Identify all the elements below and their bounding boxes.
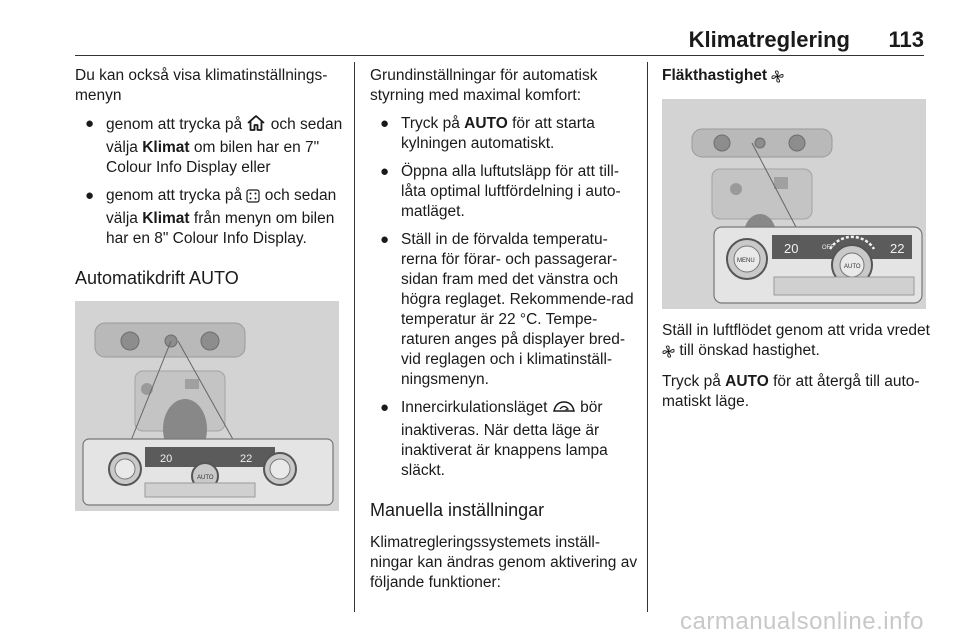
column-divider-1 (354, 62, 355, 612)
column-3 (662, 66, 932, 420)
column-1 (75, 66, 343, 523)
col2-intro: Grundinställningar för automatisk styrning med maximal komfort: (370, 67, 598, 104)
home-icon (246, 114, 266, 138)
bullet-icon: ● (380, 163, 390, 180)
fan-icon (771, 69, 784, 89)
col1-intro: Du kan också visa klimatinställnings-menyn (75, 67, 328, 104)
figure-fan-speed-panel (662, 99, 926, 309)
auto-knob-label: AUTO (844, 264, 861, 270)
fan-icon (662, 344, 675, 364)
bullet-icon: ● (380, 231, 390, 248)
climate-panel-illustration (75, 301, 339, 511)
col3-paragraph-1: Ställ in luftflödet genom att vrida vredet till önskad hastighet. (662, 321, 932, 364)
watermark: carmanualsonline.info (680, 608, 924, 635)
column-2 (370, 66, 638, 601)
col2-outro: Klimatregleringssystemets inställ-ningar kan ändras genom aktivering av följande funktioner: (370, 534, 638, 591)
bullet-icon: ● (380, 115, 390, 132)
col1-bullet-list (75, 114, 343, 249)
auto-knob-label: AUTO (197, 475, 214, 481)
list-item: ● Innercirkulationsläget bör inaktiveras. När detta läge är inaktiverat är knappens lampa släckt. (380, 399, 608, 479)
list-item: ● genom att trycka på och sedan välja Klimat från menyn om bilen har en 8" Colour Info Display. (85, 187, 337, 247)
right-temp-display: 22 (240, 453, 253, 465)
bullet-icon: ● (85, 115, 95, 132)
col3-paragraph-2: Tryck på AUTO för att återgå till auto-matiskt läge. (662, 373, 920, 410)
page-header (0, 0, 960, 60)
figure-auto-climate-panel (75, 301, 339, 511)
list-item: ● Ställ in de förvalda temperatu-rerna för förar- och passagerar-sidan fram med det vänstra och högra reglaget. Rekommende-rad temperatur är 22 °C. Tempe-raturen anges på displayer bred-vid reglagen och i klimatinställ-ningsmenyn. (380, 231, 634, 388)
section-heading-manual: Manuella inställningar (370, 500, 545, 520)
right-temp-display: 22 (890, 241, 905, 256)
list-item: ● genom att trycka på och sedan välja Klimat om bilen har en 7" Colour Info Display eller (85, 115, 343, 176)
page-number: 113 (888, 27, 924, 52)
bullet-icon: ● (85, 187, 95, 204)
fan-panel-illustration (662, 99, 926, 309)
section-heading-auto: Automatikdrift AUTO (75, 268, 239, 288)
col2-bullet-list (370, 114, 638, 481)
subheading-fan-speed: Fläkthastighet (662, 66, 932, 89)
list-item: ● Öppna alla luftutsläpp för att till-låta optimal luftfördelning i auto-matläget. (380, 163, 621, 220)
left-temp-display: 20 (784, 241, 799, 256)
menu-knob-label: MENU (737, 258, 755, 264)
header-rule (75, 55, 924, 56)
grid-icon (246, 189, 260, 209)
list-item: ● Tryck på AUTO för att starta kylningen automatiskt. (380, 115, 595, 152)
off-label: OFF (822, 245, 834, 251)
page-title: Klimatreglering (688, 27, 850, 52)
bullet-icon: ● (380, 399, 390, 416)
recirculation-icon (552, 399, 576, 421)
left-temp-display: 20 (160, 453, 173, 465)
column-divider-2 (647, 62, 648, 612)
